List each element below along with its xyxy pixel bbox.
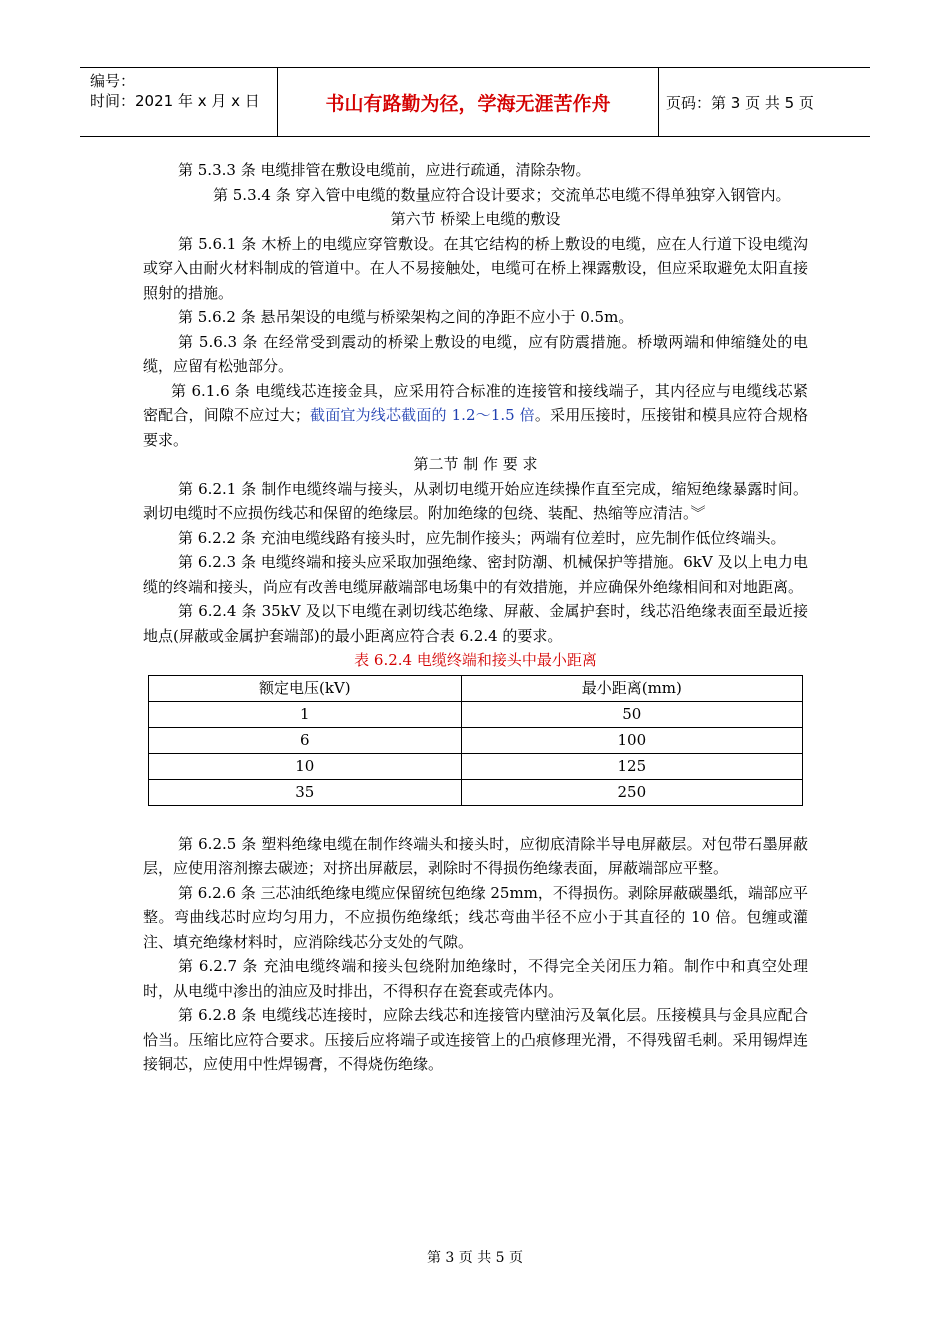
number-label: 编号： <box>90 72 136 90</box>
page-header <box>80 67 870 137</box>
table-row <box>149 727 803 753</box>
clause-5-6-2: 第 5.6.2 条 悬吊架设的电缆与桥梁架构之间的净距不应小于 0.5m。 <box>178 308 634 326</box>
table-row <box>149 753 803 779</box>
table-cell: 1 <box>149 701 462 727</box>
table-cell: 10 <box>149 753 462 779</box>
table-cell: 250 <box>461 779 802 805</box>
table-caption: 表 6.2.4 电缆终端和接头中最小距离 <box>354 651 597 669</box>
page-footer: 第 3 页 共 5 页 <box>426 1250 524 1266</box>
clause-6-1-6-highlight: 截面宜为线芯截面的 1.2～1.5 倍 <box>309 406 535 424</box>
table-cell: 35 <box>149 779 462 805</box>
clause-6-2-6: 第 6.2.6 条 三芯油纸绝缘电缆应保留统包绝缘 25mm，不得损伤。剥除屏蔽碳墨纸，端部应平整。弯曲线芯时应均匀用力，不应损伤绝缘纸；线芯弯曲半径不应小于其直径的 10 倍。包缠或灌注、填充绝缘材料时，应消除线芯分支处的气隙。 <box>143 883 808 951</box>
clause-5-6-1: 第 5.6.1 条 木桥上的电缆应穿管敷设。在其它结构的桥上敷设的电缆，应在人行道下设电缆沟或穿入由耐火材料制成的管道中。在人不易接触处，电缆可在桥上裸露敷设，但应采取避免太阳直接照射的措施。 <box>143 234 808 302</box>
table-cell: 6 <box>149 727 462 753</box>
clause-6-1-6-part3: 。采用压接时，压接钳和模具应符合规格要求。 <box>143 406 808 449</box>
clause-6-2-5: 第 6.2.5 条 塑料绝缘电缆在制作终端头和接头时，应彻底清除半导电屏蔽层。对包带石墨屏蔽层，应使用溶剂擦去碳迹；对挤出屏蔽层，剥除时不得损伤绝缘表面，屏蔽端部应平整。 <box>143 834 808 877</box>
clause-6-2-8: 第 6.2.8 条 电缆线芯连接时，应除去线芯和连接管内壁油污及氧化层。压接模具与金具应配合恰当。压缩比应符合要求。压接后应将端子或连接管上的凸痕修理光滑，不得残留毛刺。采用锡焊连接铜芯，应使用中性焊锡膏，不得烧伤绝缘。 <box>143 1006 808 1073</box>
table-row <box>149 779 803 805</box>
clause-6-1-6 <box>143 379 808 453</box>
document-body <box>143 158 808 1077</box>
section-title-requirements: 第二节 制 作 要 求 <box>413 455 538 473</box>
clause-5-3-4: 第 5.3.4 条 穿入管中电缆的数量应符合设计要求；交流单芯电缆不得单独穿入钢管内。 <box>213 185 791 204</box>
section-title-bridge: 第六节 桥梁上电缆的敷设 <box>390 210 561 228</box>
table-cell: 50 <box>461 701 802 727</box>
header-page-info: 页码：第 3 页 共 5 页 <box>666 93 814 112</box>
table-header-voltage: 额定电压(kV) <box>149 675 462 701</box>
clause-6-2-3: 第 6.2.3 条 电缆终端和接头应采取加强绝缘、密封防潮、机械保护等措施。6kV 及以上电力电缆的终端和接头，尚应有改善电缆屏蔽端部电场集中的有效措施，并应确保外绝缘相间和对地距离。 <box>143 553 808 596</box>
spacer <box>143 806 808 832</box>
table-header-distance: 最小距离(mm) <box>461 675 802 701</box>
clause-6-2-4: 第 6.2.4 条 35kV 及以下电缆在剥切线芯绝缘、屏蔽、金属护套时，线芯沿绝缘表面至最近接地点(屏蔽或金属护套端部)的最小距离应符合表 6.2.4 的要求。 <box>143 602 808 645</box>
clause-5-6-3: 第 5.6.3 条 在经常受到震动的桥梁上敷设的电缆，应有防震措施。桥墩两端和伸缩缝处的电缆，应留有松弛部分。 <box>143 332 808 375</box>
clause-6-2-7: 第 6.2.7 条 充油电缆终端和接头包绕附加绝缘时，不得完全关闭压力箱。制作中和真空处理时，从电缆中渗出的油应及时排出，不得积存在瓷套或壳体内。 <box>143 957 808 1000</box>
table-cell: 100 <box>461 727 802 753</box>
table-header-row <box>149 675 803 701</box>
clause-5-3-3: 第 5.3.3 条 电缆排管在敷设电缆前，应进行疏通，清除杂物。 <box>178 161 591 179</box>
header-motto: 书山有路勤为径，学海无涯苦作舟 <box>278 68 659 136</box>
header-meta <box>80 68 278 136</box>
time-label: 时间：2021 年 x 月 x 日 <box>90 92 260 110</box>
table-row <box>149 701 803 727</box>
min-distance-table <box>148 675 803 806</box>
clause-6-2-2: 第 6.2.2 条 充油电缆线路有接头时，应先制作接头；两端有位差时，应先制作低位终端头。 <box>178 528 786 547</box>
table-cell: 125 <box>461 753 802 779</box>
clause-6-1-6-part1: 第 6.1.6 条 电缆线芯连接金具，应采用符合标准的连接管和接线端子，其内径应与电缆线芯紧密配合，间隙不应过大； <box>143 381 808 424</box>
clause-6-2-1: 第 6.2.1 条 制作电缆终端与接头，从剥切电缆开始应连续操作直至完成，缩短绝缘暴露时间。剥切电缆时不应损伤线芯和保留的绝缘层。附加绝缘的包绕、装配、热缩等应清洁。︾ <box>143 479 808 522</box>
